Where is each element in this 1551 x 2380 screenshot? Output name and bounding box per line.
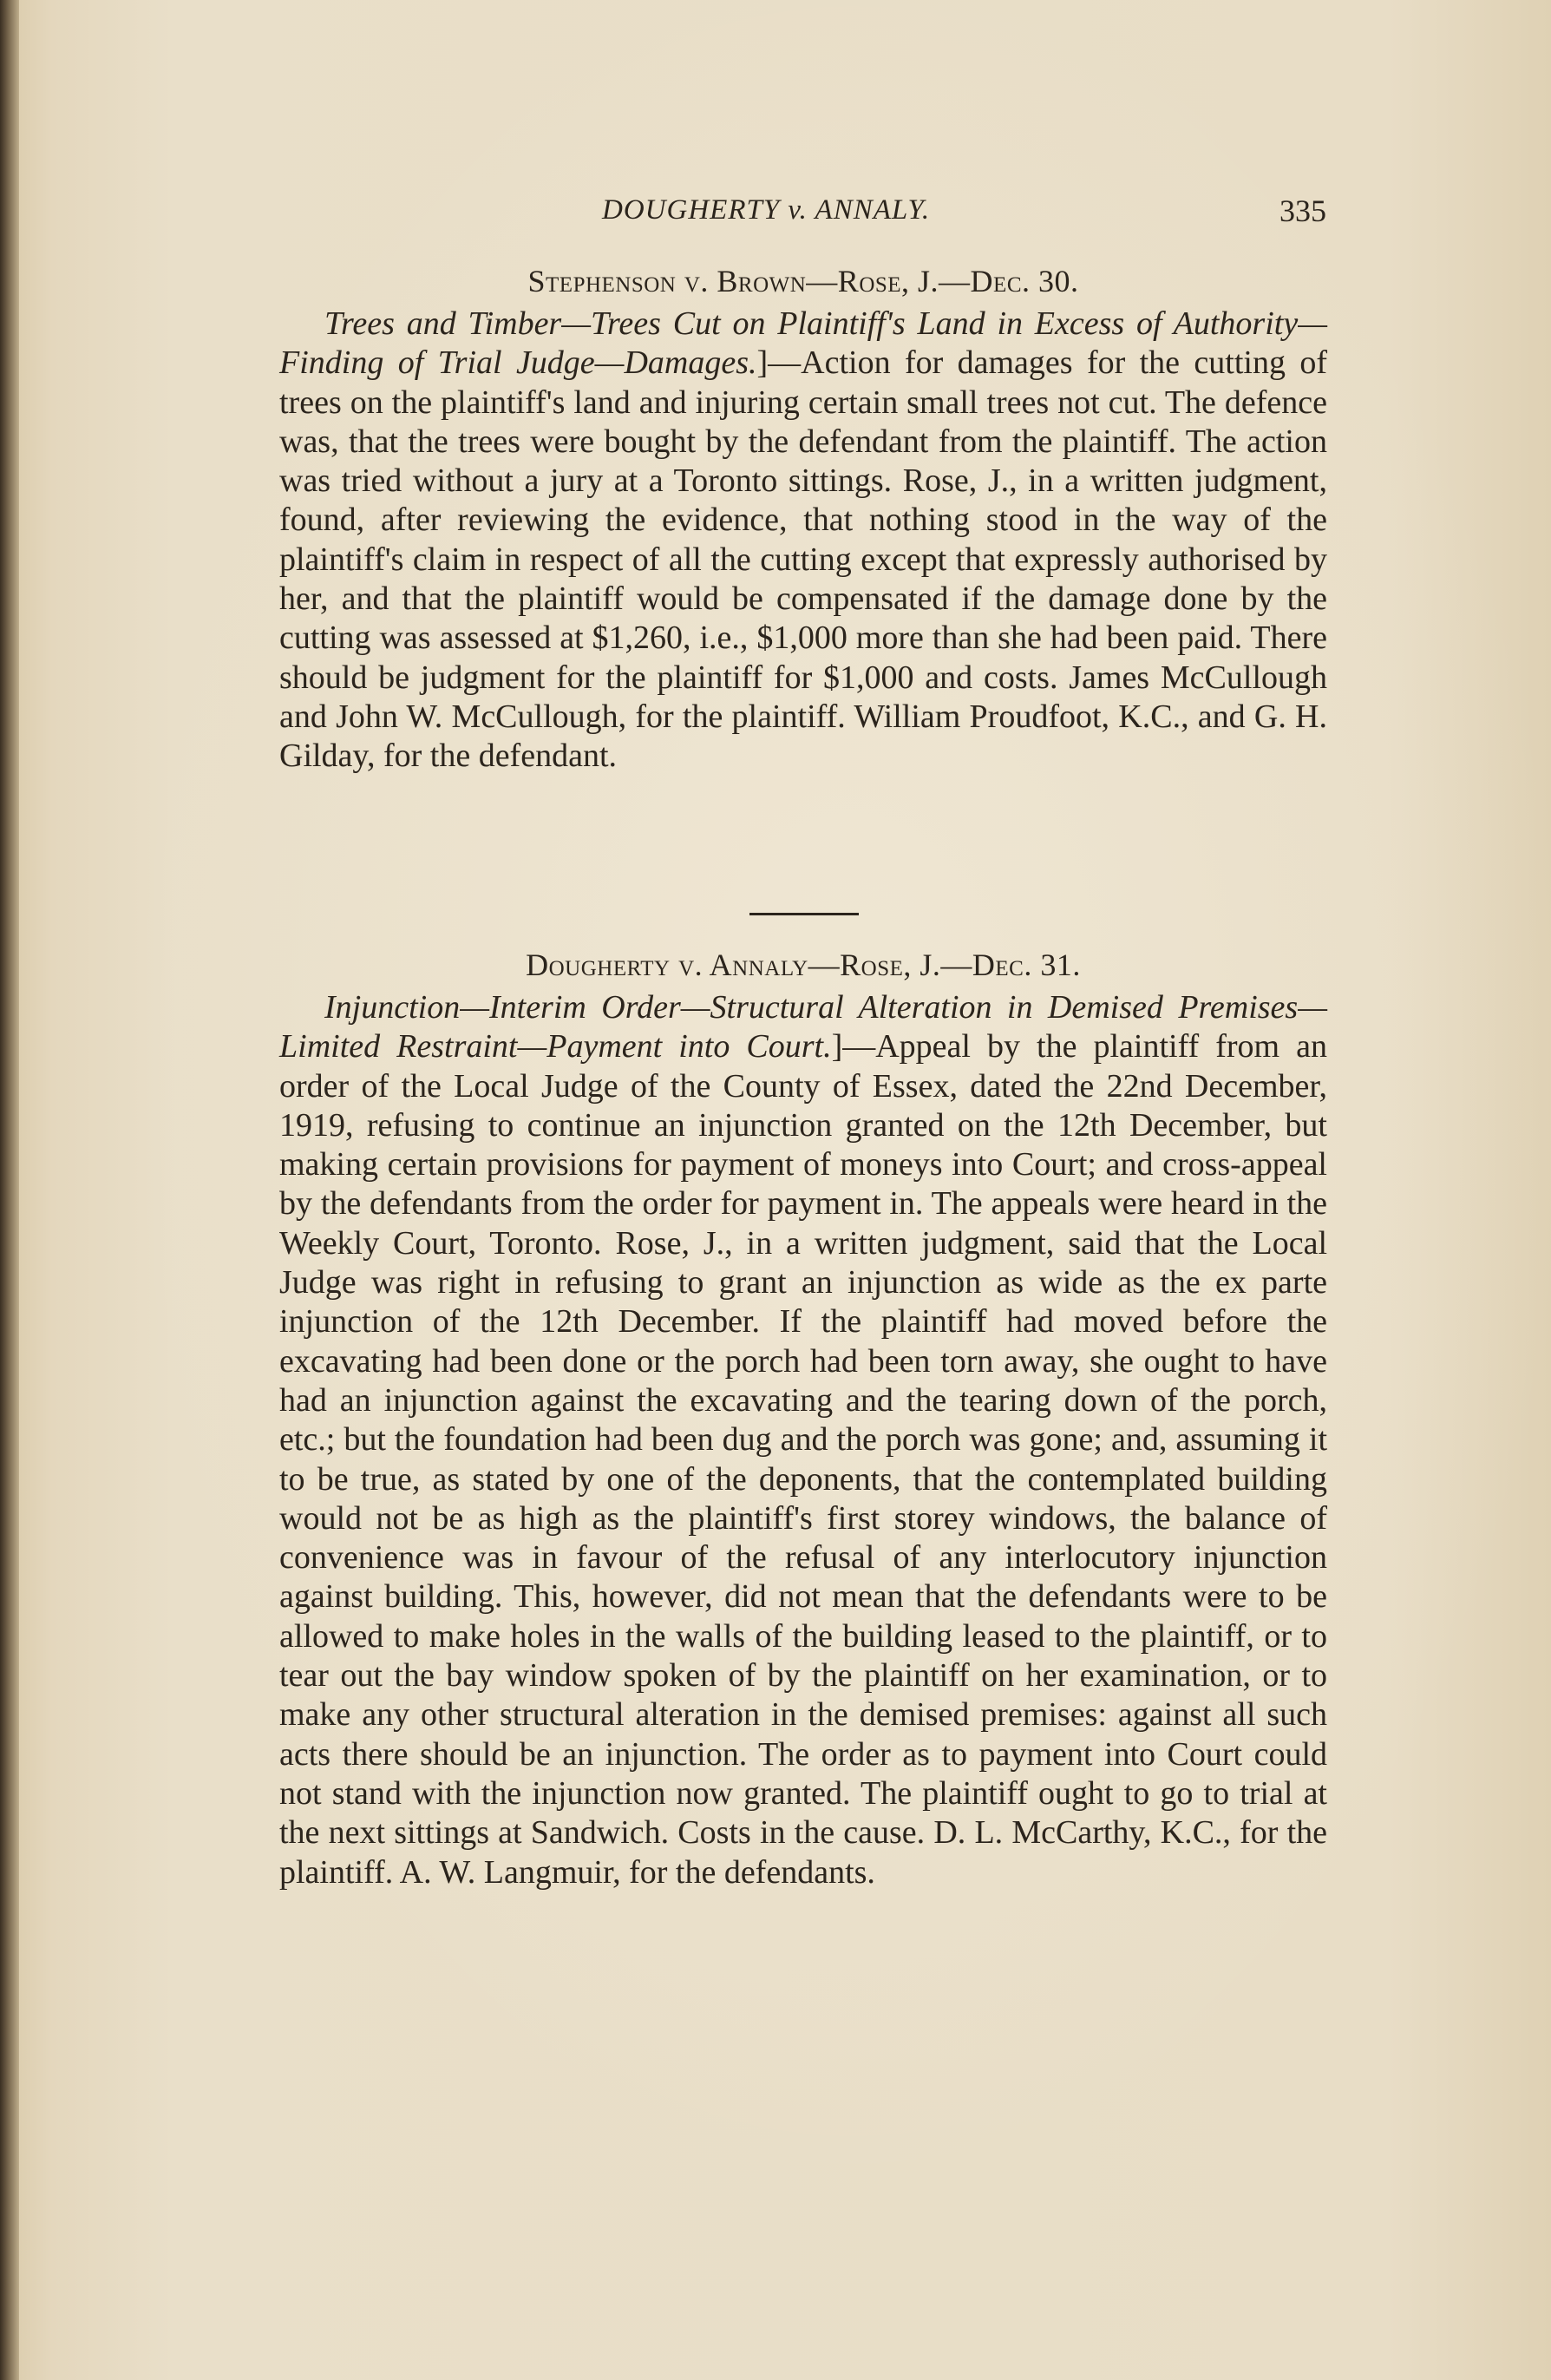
case-paragraph xyxy=(279,988,1327,1892)
section-divider xyxy=(749,913,859,915)
case-dougherty-v-annaly xyxy=(279,946,1327,1892)
page-number: 335 xyxy=(1279,193,1326,228)
case-catchwords: Injunction—Interim Order—Structural Alteration in Demised Premises—Limited Restraint—Payment into Court. xyxy=(279,989,1327,1065)
case-heading: Dougherty v. Annaly—Rose, J.—Dec. 31. xyxy=(526,947,1081,982)
case-heading: Stephenson v. Brown—Rose, J.—Dec. 30. xyxy=(527,264,1079,298)
case-text: ]—Action for damages for the cutting of trees on the plaintiff's land and injuring certain small trees not cut. The defence was, that the trees were bought by the defendant from the plaintiff. The action was tried without a jury at a Toronto sittings. Rose, J., in a written judgment, found, after reviewing the evidence, that nothing stood in the way of the plaintiff's claim in respect of all the cutting except that expressly authorised by her, and that the plaintiff would be compensated if the damage done by the cutting was assessed at $1,260, i.e., $1,000 more than she had been paid. There should be judgment for the plaintiff for $1,000 and costs. James McCullough and John W. McCullough, for the plaintiff. William Proudfoot, K.C., and G. H. Gilday, for the defendant. xyxy=(279,344,1327,775)
running-title: DOUGHERTY v. ANNALY. xyxy=(602,194,931,226)
case-stephenson-v-brown xyxy=(279,262,1327,777)
case-paragraph xyxy=(279,305,1327,777)
case-catchwords: Trees and Timber—Trees Cut on Plaintiff's Land in Excess of Authority—Finding of Trial Judge—Damages. xyxy=(279,305,1327,382)
book-binding-edge xyxy=(0,0,19,2380)
case-text: ]—Appeal by the plaintiff from an order of the Local Judge of the County of Essex, dated the 22nd December, 1919, refusing to continue an injunction granted on the 12th December, but making certain provisions for payment of moneys into Court; and cross-appeal by the defendants from the order for payment in. The appeals were heard in the Weekly Court, Toronto. Rose, J., in a written judgment, said that the Local Judge was right in refusing to grant an injunction as wide as the ex parte injunction of the 12th December. If the plaintiff had moved before the excavating had been done or the porch had been torn away, she ought to have had an injunction against the excavating and the tearing down of the porch, etc.; but the foundation had been dug and the porch was gone; and, assuming it to be true, as stated by one of the deponents, that the contemplated building would not be as high as the plaintiff's first storey windows, the balance of convenience was in favour of the refusal of any interlocutory injunction against building. This, however, did not mean that the defendants were to be allowed to make holes in the walls of the building leased to the plaintiff, or to tear out the bay window spoken of by the plaintiff on her examination, or to make any other structural alteration in the demised premises: against all such acts there should be an injunction. The order as to payment into Court could not stand with the injunction now granted. The plaintiff ought to go to trial at the next sittings at Sandwich. Costs in the cause. D. L. McCarthy, K.C., for the plaintiff. A. W. Langmuir, for the defendants. xyxy=(279,1028,1327,1891)
running-head xyxy=(281,189,1326,233)
